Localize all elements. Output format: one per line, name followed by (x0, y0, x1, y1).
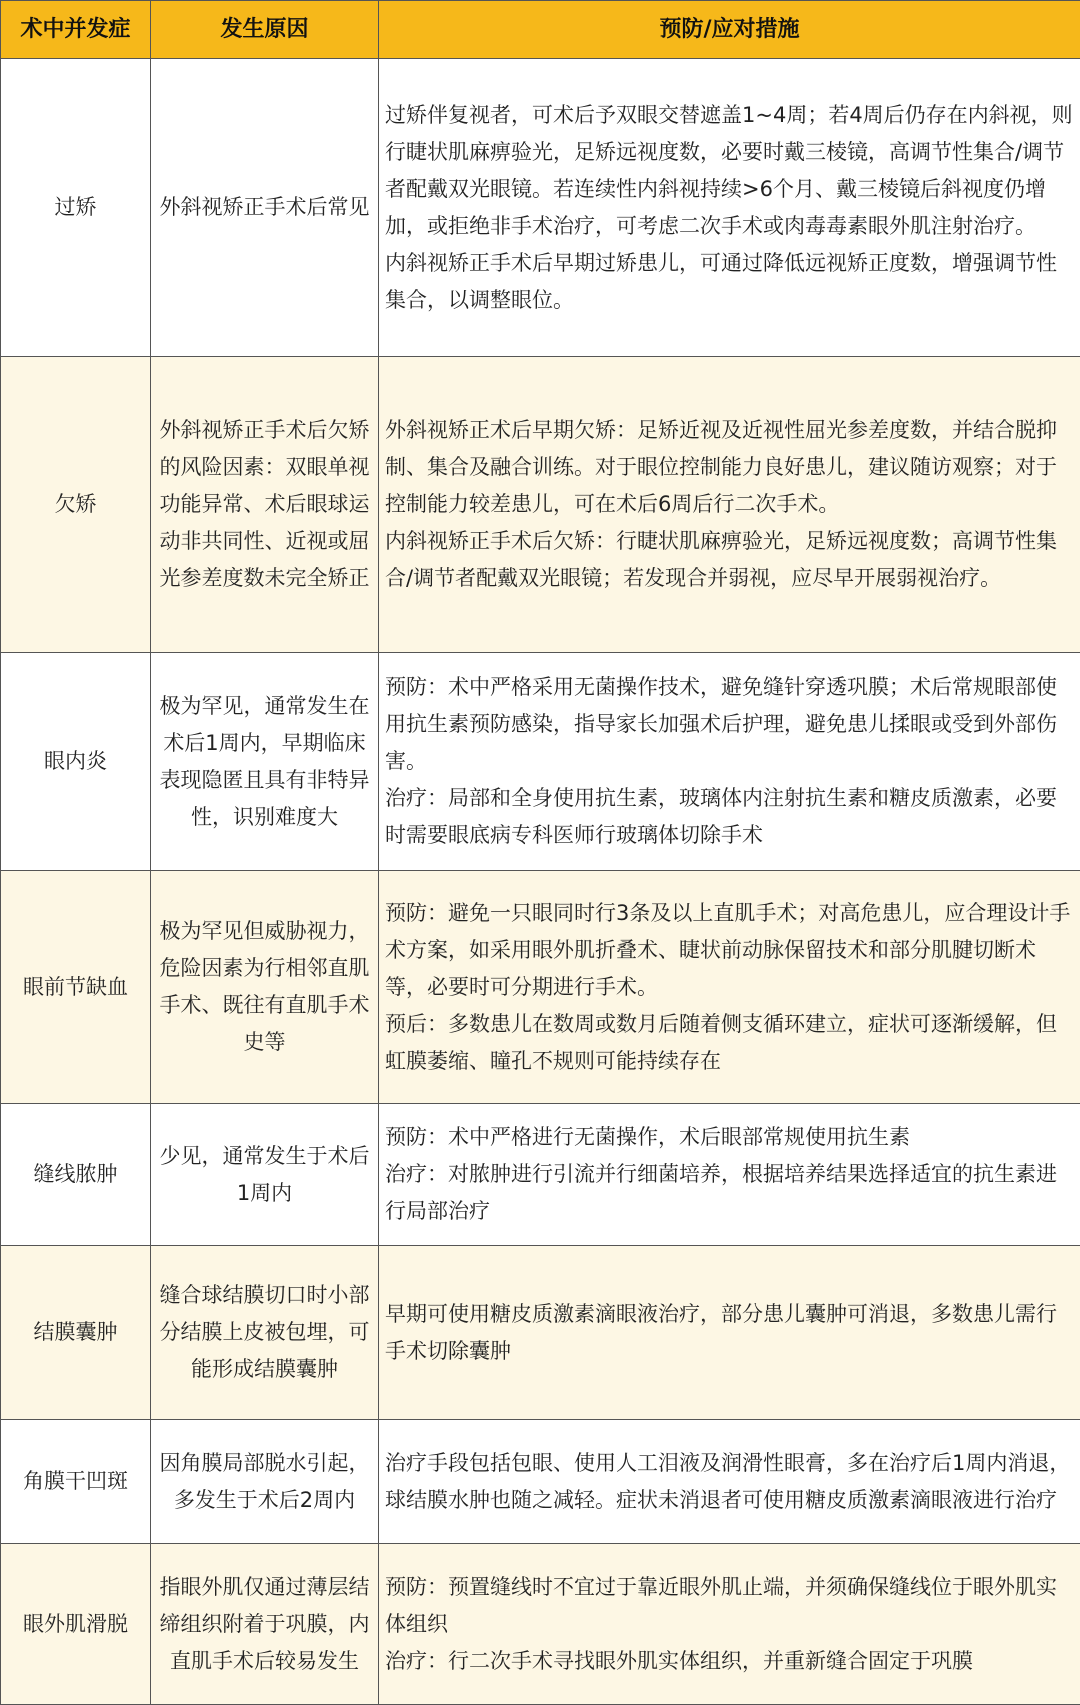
complication-name: 缝线脓肿 (1, 1104, 151, 1246)
measure-paragraph: 治疗：行二次手术寻找眼外肌实体组织，并重新缝合固定于巩膜 (385, 1643, 1074, 1680)
measure-paragraph: 治疗：对脓肿进行引流并行细菌培养，根据培养结果选择适宜的抗生素进行局部治疗 (385, 1156, 1074, 1230)
table-row (1, 1420, 1080, 1544)
measures-cell (379, 871, 1080, 1104)
header-measures: 预防/应对措施 (379, 1, 1080, 59)
measures-cell (379, 1104, 1080, 1246)
table-row (1, 357, 1080, 653)
measure-paragraph: 治疗：局部和全身使用抗生素，玻璃体内注射抗生素和糖皮质激素，必要时需要眼底病专科医师行玻璃体切除手术 (385, 780, 1074, 854)
table-row (1, 653, 1080, 871)
measure-paragraph: 内斜视矫正手术后欠矫：行睫状肌麻痹验光，足矫远视度数；高调节性集合/调节者配戴双光眼镜；若发现合并弱视，应尽早开展弱视治疗。 (385, 523, 1074, 597)
cause-cell: 因角膜局部脱水引起，多发生于术后2周内 (151, 1420, 379, 1544)
measures-cell (379, 59, 1080, 357)
complication-name: 眼内炎 (1, 653, 151, 871)
measure-paragraph: 预防：避免一只眼同时行3条及以上直肌手术；对高危患儿，应合理设计手术方案，如采用眼外肌折叠术、睫状前动脉保留技术和部分肌腱切断术等，必要时可分期进行手术。 (385, 895, 1074, 1006)
measure-paragraph: 预防：术中严格进行无菌操作，术后眼部常规使用抗生素 (385, 1119, 1074, 1156)
measure-paragraph: 早期可使用糖皮质激素滴眼液治疗，部分患儿囊肿可消退，多数患儿需行手术切除囊肿 (385, 1296, 1074, 1370)
measure-paragraph: 预防：术中严格采用无菌操作技术，避免缝针穿透巩膜；术后常规眼部使用抗生素预防感染，指导家长加强术后护理，避免患儿揉眼或受到外部伤害。 (385, 669, 1074, 780)
measures-cell (379, 357, 1080, 653)
table-row (1, 59, 1080, 357)
measures-cell (379, 653, 1080, 871)
measures-cell (379, 1246, 1080, 1420)
complication-name: 眼前节缺血 (1, 871, 151, 1104)
measure-paragraph: 内斜视矫正手术后早期过矫患儿，可通过降低远视矫正度数，增强调节性集合，以调整眼位。 (385, 245, 1074, 319)
table-row (1, 1544, 1080, 1705)
cause-cell: 少见，通常发生于术后1周内 (151, 1104, 379, 1246)
table-row (1, 1246, 1080, 1420)
measure-paragraph: 预防：预置缝线时不宜过于靠近眼外肌止端，并须确保缝线位于眼外肌实体组织 (385, 1569, 1074, 1643)
cause-cell: 极为罕见但威胁视力，危险因素为行相邻直肌手术、既往有直肌手术史等 (151, 871, 379, 1104)
complication-name: 结膜囊肿 (1, 1246, 151, 1420)
complication-name: 过矫 (1, 59, 151, 357)
measure-paragraph: 外斜视矫正术后早期欠矫：足矫近视及近视性屈光参差度数，并结合脱抑制、集合及融合训练。对于眼位控制能力良好患儿，建议随访观察；对于控制能力较差患儿，可在术后6周后行二次手术。 (385, 412, 1074, 523)
cause-cell: 极为罕见，通常发生在术后1周内，早期临床表现隐匿且具有非特异性，识别难度大 (151, 653, 379, 871)
measure-paragraph: 过矫伴复视者，可术后予双眼交替遮盖1~4周；若4周后仍存在内斜视，则行睫状肌麻痹验光，足矫远视度数，必要时戴三棱镜，高调节性集合/调节者配戴双光眼镜。若连续性内斜视持续>6个月、戴三棱镜后斜视度仍增加，或拒绝非手术治疗，可考虑二次手术或肉毒毒素眼外肌注射治疗。 (385, 97, 1074, 245)
cause-cell: 指眼外肌仅通过薄层结缔组织附着于巩膜，内直肌手术后较易发生 (151, 1544, 379, 1705)
complication-name: 欠矫 (1, 357, 151, 653)
complication-name: 眼外肌滑脱 (1, 1544, 151, 1705)
cause-cell: 外斜视矫正手术后欠矫的风险因素：双眼单视功能异常、术后眼球运动非共同性、近视或屈光参差度数未完全矫正 (151, 357, 379, 653)
header-complication: 术中并发症 (1, 1, 151, 59)
measure-paragraph: 预后：多数患儿在数周或数月后随着侧支循环建立，症状可逐渐缓解，但虹膜萎缩、瞳孔不规则可能持续存在 (385, 1006, 1074, 1080)
measures-cell (379, 1544, 1080, 1705)
measure-paragraph: 治疗手段包括包眼、使用人工泪液及润滑性眼膏，多在治疗后1周内消退，球结膜水肿也随之减轻。症状未消退者可使用糖皮质激素滴眼液进行治疗 (385, 1445, 1074, 1519)
complication-name: 角膜干凹斑 (1, 1420, 151, 1544)
header-row (1, 1, 1080, 59)
header-cause: 发生原因 (151, 1, 379, 59)
table-row (1, 871, 1080, 1104)
cause-cell: 外斜视矫正手术后常见 (151, 59, 379, 357)
table-row (1, 1104, 1080, 1246)
cause-cell: 缝合球结膜切口时小部分结膜上皮被包埋，可能形成结膜囊肿 (151, 1246, 379, 1420)
measures-cell (379, 1420, 1080, 1544)
